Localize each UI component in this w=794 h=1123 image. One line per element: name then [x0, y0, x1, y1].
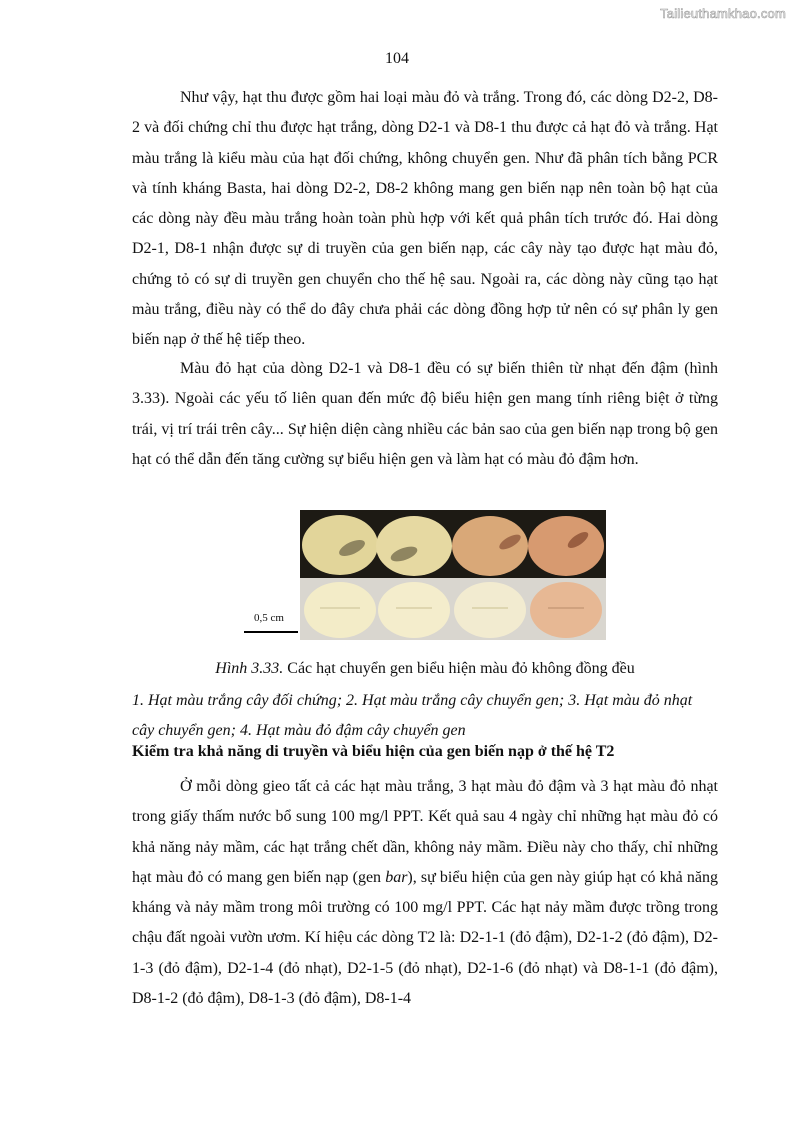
paragraph-1: Như vậy, hạt thu được gồm hai loại màu đỏ và trắng. Trong đó, các dòng D2-2, D8-2 và đối chứng chỉ thu được hạt trắng, dòng D2-1 và D8-1 thu được cả hạt đỏ và trắng. Hạt màu trắng là kiểu màu của hạt đối chứng, không chuyển gen. Như đã phân tích bằng PCR và tính kháng Basta, hai dòng D2-2, D8-2 không mang gen biến nạp nên toàn bộ hạt của các dòng này đều màu trắng hoàn toàn phù hợp với kết quả phân tích trước đó. Hai dòng D2-1, D8-1 nhận được sự di truyền của gen biến nạp, các cây này tạo được hạt màu đỏ, chứng tỏ có sự di truyền gen chuyển cho thế hệ sau. Ngoài ra, các dòng này cũng tạo hạt màu trắng, điều này có thể do đây chưa phải các dòng đồng hợp tử nên có sự phân ly gen biến nạp ở thế hệ tiếp theo. — [132, 89, 718, 349]
figure-caption-label: Hình 3.33. — [215, 660, 284, 677]
figure-caption-text: Các hạt chuyển gen biểu hiện màu đỏ không đồng đều — [283, 660, 635, 677]
page-number: 104 — [385, 50, 409, 67]
seed-cut-1 — [304, 582, 376, 638]
gene-name: bar — [385, 868, 408, 886]
seed-whole-3 — [452, 516, 528, 576]
figure-caption — [132, 660, 718, 678]
seed-photo — [300, 510, 606, 640]
scale-label: 0,5 cm — [254, 612, 284, 624]
paragraph-3: Ở mỗi dòng gieo tất cả các hạt màu trắng, 3 hạt màu đỏ đậm và 3 hạt màu đỏ nhạt trong giấy thấm nước bổ sung 100 mg/l PPT. Kết quả sau 4 ngày chỉ những hạt màu đỏ có khả năng nảy mầm, các hạt trắng chết dần, không nảy mầm. Điều này cho thấy, chỉ những hạt màu đỏ có mang gen biến nạp (gen bar), sự biểu hiện của gen này giúp hạt có khả năng kháng và nảy mầm trong môi trường có 100 mg/l PPT. Các hạt nảy mầm được trồng trong chậu đất ngoài vườn ươm. Kí hiệu các dòng T2 là: D2-1-1 (đỏ đậm), D2-1-2 (đỏ đậm), D2-1-3 (đỏ đậm), D2-1-4 (đỏ nhạt), D2-1-5 (đỏ nhạt), D2-1-6 (đỏ nhạt) và D8-1-1 (đỏ đậm), D8-1-2 (đỏ đậm), D8-1-3 (đỏ đậm), D8-1-4 — [132, 778, 718, 1008]
seed-figure — [300, 510, 606, 640]
seed-whole-4 — [528, 516, 604, 576]
figure-caption-items: 1. Hạt màu trắng cây đối chứng; 2. Hạt màu trắng cây chuyển gen; 3. Hạt màu đỏ nhạt cây chuyển gen; 4. Hạt màu đỏ đậm cây chuyển gen — [132, 692, 693, 739]
seed-whole-2 — [376, 516, 452, 576]
seed-cut-4 — [530, 582, 602, 638]
seed-cut-2 — [378, 582, 450, 638]
scale-bar — [244, 631, 298, 633]
section-heading: Kiểm tra khả năng di truyền và biểu hiện của gen biến nạp ở thế hệ T2 — [132, 743, 615, 760]
watermark: Tailieuthamkhao.com — [660, 6, 786, 21]
seed-cut-3 — [454, 582, 526, 638]
seed-whole-1 — [302, 515, 378, 575]
paragraph-2: Màu đỏ hạt của dòng D2-1 và D8-1 đều có sự biến thiên từ nhạt đến đậm (hình 3.33). Ngoài các yếu tố liên quan đến mức độ biểu hiện gen mang tính riêng biệt ở từng trái, vị trí trái trên cây... Sự hiện diện càng nhiều các bản sao của gen biến nạp trong bộ gen hạt có thể dẫn đến tăng cường sự biểu hiện gen và làm hạt có màu đỏ đậm hơn. — [132, 360, 718, 468]
